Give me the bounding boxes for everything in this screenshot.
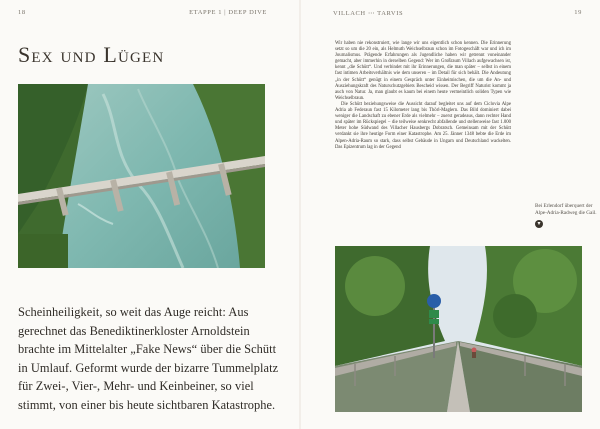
photo-bike-bridge [335, 246, 582, 412]
river-bridge-illustration [18, 84, 265, 268]
body-text-column [335, 41, 511, 151]
photo-caption: Bei Erlendorf überquert der Alpe-Adria-Radweg die Gail. [535, 203, 597, 216]
article-title: Sex und Lügen [18, 42, 165, 67]
caption-arrow-icon: ▾ [535, 220, 543, 228]
running-header-left: ETAPPE 1 | DEEP DIVE [189, 9, 267, 16]
pull-quote: Scheinheiligkeit, so weit das Auge reicht: Aus gerechnet das Benediktinerkloster Arnoldstein brachte im Mittelalter „Fake News“ über die Schütt in Umlauf. Geformt wurde der bizarre Tummelplatz für Zwei-, Vier-, Mehr- und Keinbeiner, so viel stimmt, von einer bis heute sichtbaren Katastrophe. [18, 305, 279, 412]
running-header-right: VILLACH ⋯ TARVIS [333, 10, 404, 17]
photo-river-bridge [18, 84, 265, 268]
body-paragraph-1: Wir haben nie rekonstruiert, wie lange wir uns eigentlich schon kennen. Die Erinnerung setzt so um die 20 ein, als Helmuth Weichselbraun schon im Fotogeschäft war und ich im Journalismus. Prägende Erfahrungen als Jugendliche haben wir getrennt voneinander gemacht, aber immerhin in derselben Gegend: Wer im Großraum Villach aufgewachsen ist, kennt „die Schütt“. Und verbindet mit ihr Erinnerungen, die man später – selbst in einem fast intimen Arbeitsverhältnis wie dem unseren – im Detail für sich behält. Die Andeutung „in der Schütt“ genügt in einem Gespräch unter Einheimischen, die um die An- und Ausziehungskraft des Naturschutzgebiets Bescheid wissen. Der Begriff Naturist kommt ja auch von Natur. Ja, man glaubt es kaum bei einem heute vermeintlich soliden Typen wie Weichselbraun. [335, 41, 511, 101]
bike-bridge-illustration [335, 246, 582, 412]
page-number-left: 18 [18, 9, 26, 16]
right-page [300, 0, 600, 429]
body-paragraph-2: Die Schütt beziehungsweise die Aussicht darauf begleitet uns auf dem Ciclovia Alpe Adria ab Federaun fast 15 Kilometer lang bis Thörl-Maglern. Das Bild dominiert dabei weniger die Landschaft zu ebener Erde als vielmehr – zuerst geradeaus, dann rechter Hand und später im Rückspiegel – die teilweise senkrecht abfallende und stellenweise fast 1.000 Meter hohe Südwand des Villacher Hausbergs Dobratsch. Gemeinsam mit der Schütt verdankt sie ihre heutige Form einer Katastrophe. Am 25. Jänner 1348 bebte die Erde im Alpen-Adria-Raum so stark, dass selbst Gebäude in Ungarn und Deutschland wackelten. Das Epizentrum lag in der Gegend [335, 101, 511, 150]
page-number-right: 19 [574, 9, 582, 16]
